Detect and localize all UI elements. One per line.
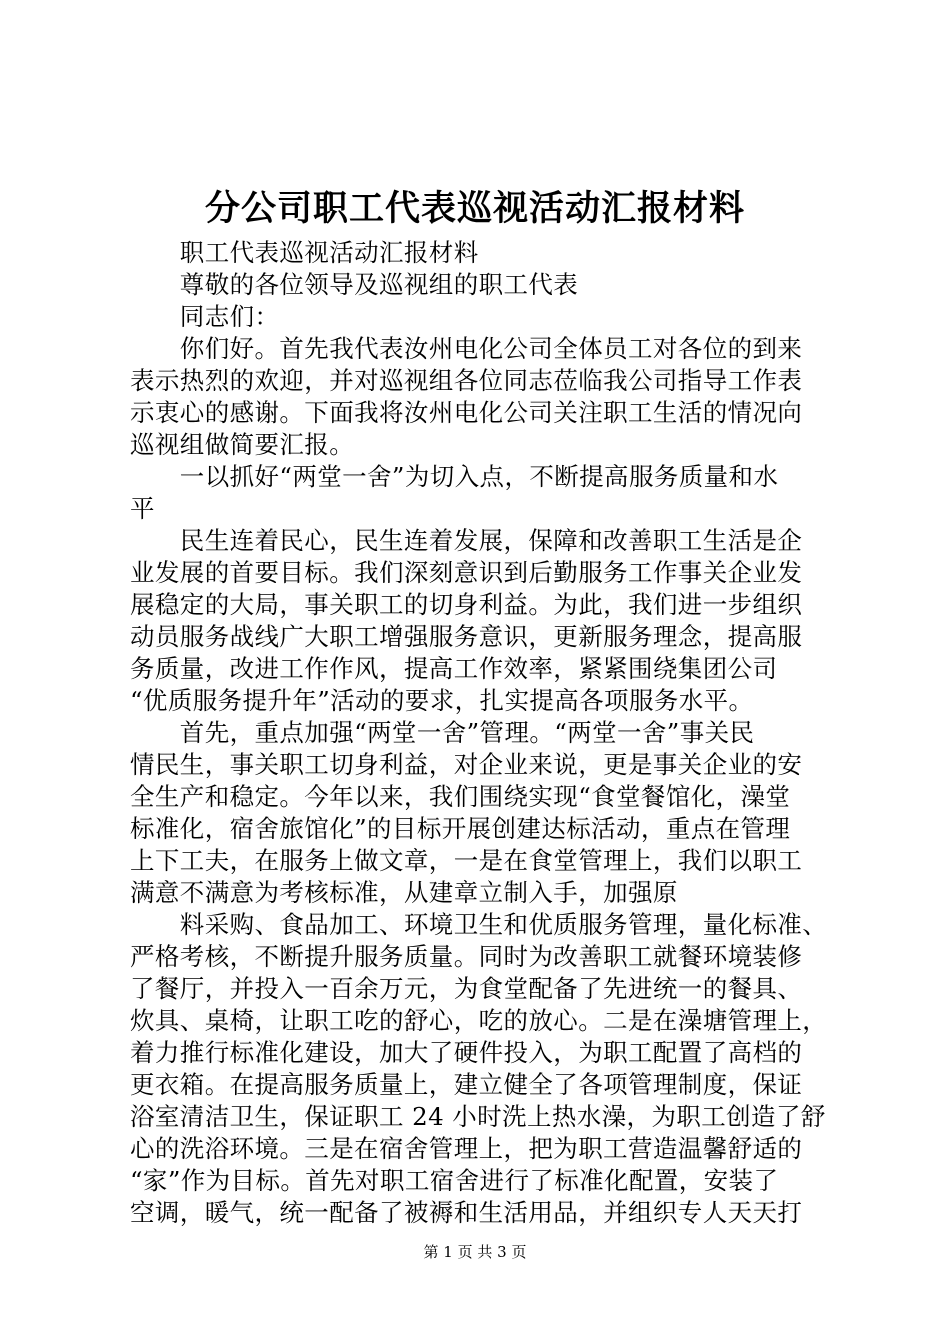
body-line: 全生产和稳定。今年以来，我们围绕实现“食堂餐馆化，澡堂 (130, 782, 791, 811)
body-line: 上下工夫，在服务上做文章，一是在食堂管理上，我们以职工 (130, 846, 803, 875)
body-line: 了餐厅，并投入一百余万元，为食堂配备了先进统一的餐具、 (130, 974, 803, 1003)
body-line: 业发展的首要目标。我们深刻意识到后勤服务工作事关企业发 (130, 558, 803, 587)
body-line: 同志们： (130, 302, 280, 331)
body-line: 尊敬的各位领导及巡视组的职工代表 (130, 270, 579, 299)
body-line: 务质量，改进工作作风，提高工作效率，紧紧围绕集团公司 (130, 654, 778, 683)
document-title: 分公司职工代表巡视活动汇报材料 (204, 188, 745, 229)
body-line: 着力推行标准化建设，加大了硬件投入，为职工配置了高档的 (130, 1038, 803, 1067)
body-line: 表示热烈的欢迎，并对巡视组各位同志莅临我公司指导工作表 (130, 366, 803, 395)
body-line: 动员服务战线广大职工增强服务意识，更新服务理念，提高服 (130, 622, 803, 651)
body-line: 标准化，宿舍旅馆化”的目标开展创建达标活动，重点在管理 (130, 814, 791, 843)
body-line: 你们好。首先我代表汝州电化公司全体员工对各位的到来 (130, 334, 803, 363)
body-line: 职工代表巡视活动汇报材料 (130, 238, 479, 267)
body-line: 炊具、桌椅，让职工吃的舒心，吃的放心。二是在澡塘管理上， (130, 1006, 828, 1035)
body-line: 心的洗浴环境。三是在宿舍管理上，把为职工营造温馨舒适的 (130, 1134, 803, 1163)
body-line: 首先，重点加强“两堂一舍”管理。“两堂一舍”事关民 (130, 718, 755, 747)
body-line: “优质服务提升年”活动的要求，扎实提高各项服务水平。 (130, 686, 754, 715)
body-line: 空调，暖气，统一配备了被褥和生活用品，并组织专人天天打 (130, 1198, 803, 1227)
body-line: 巡视组做简要汇报。 (130, 430, 355, 459)
body-line: 示衷心的感谢。下面我将汝州电化公司关注职工生活的情况向 (130, 398, 803, 427)
section-heading: 平 (130, 494, 155, 523)
body-line: 严格考核，不断提升服务质量。同时为改善职工就餐环境装修 (130, 942, 803, 971)
section-heading: 一以抓好“两堂一舍”为切入点，不断提高服务质量和水 (130, 462, 779, 491)
body-line: 民生连着民心，民生连着发展，保障和改善职工生活是企 (130, 526, 803, 555)
body-line: “家”作为目标。首先对职工宿舍进行了标准化配置，安装了 (130, 1166, 779, 1195)
body-line: 更衣箱。在提高服务质量上，建立健全了各项管理制度，保证 (130, 1070, 803, 1099)
body-line: 满意不满意为考核标准，从建章立制入手，加强原 (130, 878, 678, 907)
body-line: 展稳定的大局，事关职工的切身利益。为此，我们进一步组织 (130, 590, 803, 619)
body-line: 浴室清洁卫生，保证职工 24 小时洗上热水澡，为职工创造了舒 (130, 1102, 826, 1131)
page-number-footer: 第 1 页 共 3 页 (423, 1243, 527, 1261)
body-line: 料采购、食品加工、环境卫生和优质服务管理，量化标准、 (130, 910, 828, 939)
body-line: 情民生，事关职工切身利益，对企业来说，更是事关企业的安 (130, 750, 803, 779)
